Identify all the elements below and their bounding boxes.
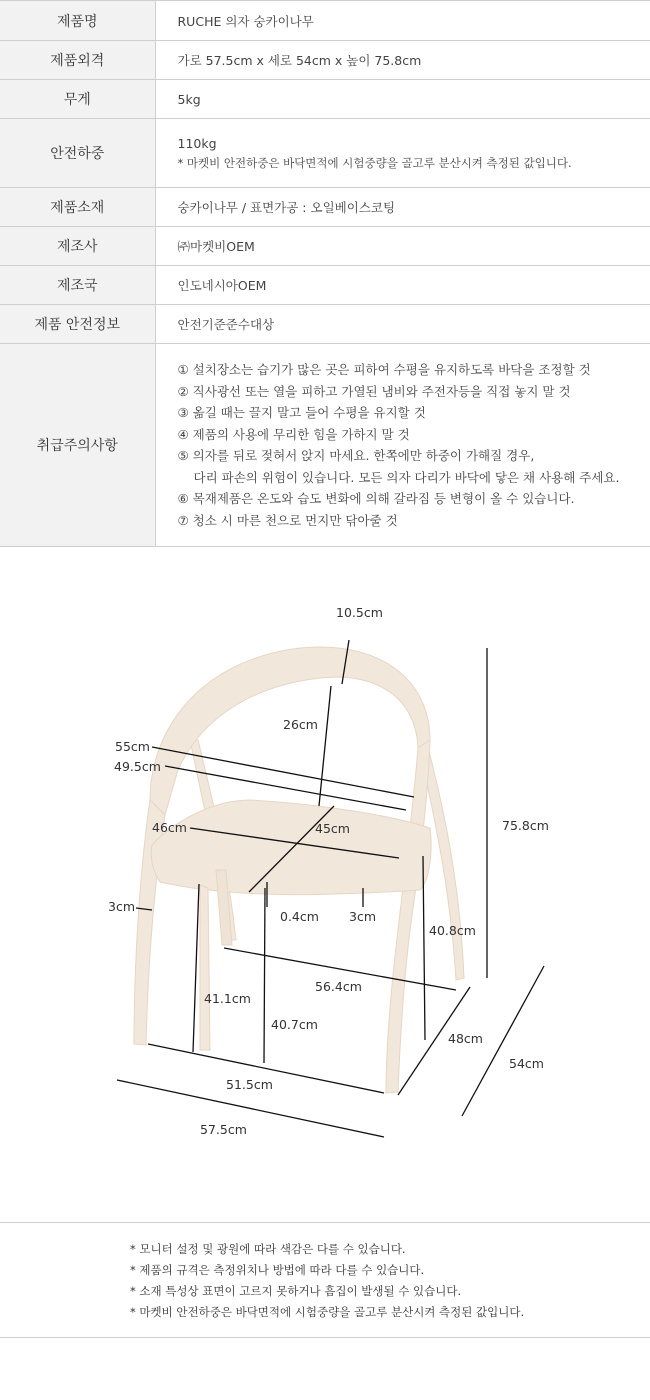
care-item: 다리 파손의 위험이 있습니다. 모든 의자 다리가 바닥에 닿은 채 사용해 주세요.: [193, 469, 620, 485]
label-total-width: 57.5cm: [200, 1122, 247, 1137]
label-seat-depth: 46cm: [152, 820, 187, 835]
label-seat-width: 45cm: [315, 821, 350, 836]
spec-row-load: [0, 119, 650, 188]
care-item: ⑥ 목재제품은 온도와 습도 변화에 의해 갈라짐 등 변형이 올 수 있습니다.: [177, 491, 575, 506]
label-arm-inner: 49.5cm: [114, 759, 161, 774]
label-arm-height: 40.8cm: [429, 923, 476, 938]
notice-item: * 모니터 설정 및 광원에 따라 색감은 다를 수 있습니다.: [130, 1242, 406, 1256]
chair-seat: [151, 800, 431, 895]
chair-drawing: [0, 546, 650, 1222]
label-leg-depth: 48cm: [448, 1031, 483, 1046]
care-list: [178, 359, 650, 531]
load-note: * 마켓비 안전하중은 바닥면적에 시험중량을 골고루 분산시켜 측정된 값입니다.: [177, 155, 572, 170]
care-item: ② 직사광선 또는 열을 피하고 가열된 냄비와 주전자등을 직접 놓지 말 것: [177, 383, 571, 399]
label-leg-thickness: 3cm: [108, 899, 136, 914]
spec-label: 제조국: [0, 266, 155, 305]
spec-value: 5kg: [155, 80, 650, 119]
care-item: ④ 제품의 사용에 무리한 힘을 가하지 말 것: [177, 426, 410, 442]
care-item: ⑤ 의자를 뒤로 젖혀서 앉지 마세요. 한쪽에만 하중이 가해질 경우,: [177, 448, 535, 463]
spec-value-load: [155, 119, 650, 188]
care-label: 취급주의사항: [0, 344, 155, 547]
load-value: 110kg: [177, 135, 217, 151]
label-seat-height: 40.7cm: [271, 1017, 318, 1032]
spec-row-name: [0, 1, 650, 41]
care-value: [155, 344, 650, 547]
spec-label: 제조사: [0, 227, 155, 266]
spec-row-care: [0, 344, 650, 547]
label-backrest-thickness: 10.5cm: [336, 605, 383, 620]
dim-line-arm-outer: [152, 747, 414, 797]
dim-line-seat-height: [264, 888, 265, 1063]
spec-value: 숭카이나무 / 표면가공 : 오일베이스코팅: [155, 188, 650, 227]
dim-line-backrest-height: [319, 686, 331, 806]
spec-label: 제품소재: [0, 188, 155, 227]
spec-row-maker: [0, 227, 650, 266]
spec-row-safety: [0, 305, 650, 344]
notice-item: * 소재 특성상 표면이 고르지 못하거나 흠집이 발생될 수 있습니다.: [130, 1284, 462, 1298]
notice-item: * 제품의 규격은 측정위치나 방법에 따라 다를 수 있습니다.: [130, 1263, 425, 1277]
spec-row-weight: [0, 80, 650, 119]
spec-value: ㈜마켓비OEM: [155, 227, 650, 266]
dim-line-front-seat-height: [193, 884, 199, 1052]
spec-label: 제품외격: [0, 41, 155, 80]
spec-label: 안전하중: [0, 119, 155, 188]
spec-table: [0, 0, 650, 547]
chair-rail: [200, 885, 210, 1050]
spec-row-size: [0, 41, 650, 80]
dimension-diagram: [0, 546, 650, 1222]
spec-label: 제품명: [0, 1, 155, 41]
spec-label: 제품 안전정보: [0, 305, 155, 344]
label-arm-outer: 55cm: [115, 739, 150, 754]
label-front-width: 51.5cm: [226, 1077, 273, 1092]
spec-row-country: [0, 266, 650, 305]
care-item: ⑦ 청소 시 마른 천으로 먼지만 닦아줄 것: [177, 512, 398, 528]
care-item: ① 설치장소는 습기가 많은 곳은 피하여 수평을 유지하도록 바닥을 조정할 것: [177, 362, 591, 377]
care-item: ③ 옮길 때는 끌지 말고 들어 수평을 유지할 것: [177, 405, 426, 420]
label-rear-width: 56.4cm: [315, 979, 362, 994]
label-total-height: 75.8cm: [502, 818, 549, 833]
spec-label: 무게: [0, 80, 155, 119]
spec-value: RUCHE 의자 숭카이나무: [155, 1, 650, 41]
label-seat-frame: 3cm: [349, 909, 377, 924]
spec-value: 가로 57.5cm x 세로 54cm x 높이 75.8cm: [155, 41, 650, 80]
spec-value: 인도네시아OEM: [155, 266, 650, 305]
notice-section: [0, 1222, 650, 1338]
label-seat-thickness: 0.4cm: [280, 909, 319, 924]
spec-row-material: [0, 188, 650, 227]
spec-value: 안전기준준수대상: [155, 305, 650, 344]
label-total-depth: 54cm: [509, 1056, 544, 1071]
label-front-seat-height: 41.1cm: [204, 991, 251, 1006]
label-backrest-height: 26cm: [283, 717, 318, 732]
notice-item: * 마켓비 안전하중은 바닥면적에 시험중량을 골고루 분산시켜 측정된 값입니다.: [130, 1305, 525, 1319]
